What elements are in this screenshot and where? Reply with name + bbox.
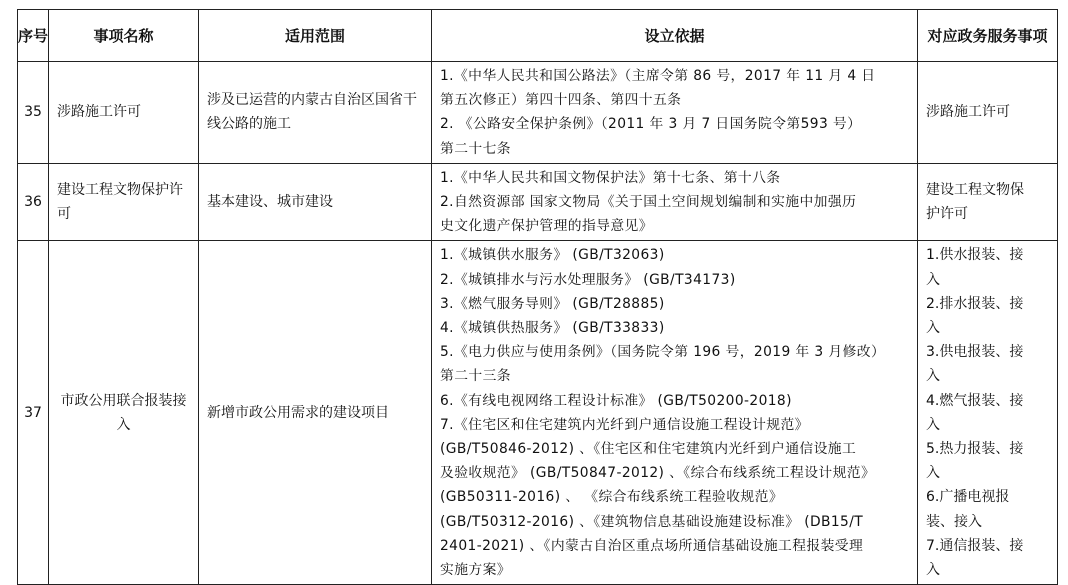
service-line: 2.排水报装、接	[926, 295, 1024, 312]
basis-line: 实施方案》	[440, 562, 511, 579]
table-row	[18, 62, 1058, 164]
row-scope: 涉及已运营的内蒙古自治区国省干线公路的施工	[199, 62, 432, 164]
basis-line: 3.《燃气服务导则》 (GB/T28885)	[440, 295, 665, 312]
row-scope: 基本建设、城市建设	[199, 163, 432, 241]
basis-line: 2.《城镇排水与污水处理服务》 (GB/T34173)	[440, 271, 736, 288]
service-line: 入	[926, 465, 940, 482]
basis-line: 6.《有线电视网络工程设计标准》 (GB/T50200-2018)	[440, 392, 792, 409]
service-line: 入	[926, 271, 940, 288]
service-line: 7.通信报装、接	[926, 537, 1024, 554]
service-line: 4.燃气报装、接	[926, 392, 1024, 409]
service-line: 装、接入	[926, 513, 982, 530]
row-name: 涉路施工许可	[49, 62, 199, 164]
document-page	[17, 9, 1058, 585]
basis-line: 4.《城镇供热服务》 (GB/T33833)	[440, 320, 665, 337]
basis-line: 及验收规范》 (GB/T50847-2012) 、《综合布线系统工程设计规范》	[440, 465, 876, 482]
header-scope: 适用范围	[199, 10, 432, 62]
basis-line: (GB/T50312-2016) 、《建筑物信息基础设施建设标准》 (DB15/T	[440, 513, 864, 530]
basis-line: 第二十三条	[440, 368, 511, 385]
basis-line: 1.《城镇供水服务》 (GB/T32063)	[440, 247, 665, 264]
table-row	[18, 241, 1058, 585]
service-line: 入	[926, 320, 940, 337]
row-basis	[432, 163, 918, 241]
table-header-row	[18, 10, 1058, 62]
service-line: 入	[926, 416, 940, 433]
row-name: 建设工程文物保护许可	[49, 163, 199, 241]
service-line: 3.供电报装、接	[926, 344, 1024, 361]
basis-line: 1.《中华人民共和国公路法》（主席令第 86 号，2017 年 11 月 4 日	[440, 68, 876, 84]
service-line: 6.广播电视报	[926, 489, 1010, 506]
row-scope: 新增市政公用需求的建设项目	[199, 241, 432, 585]
row-service	[918, 163, 1058, 241]
basis-line: 第五次修正）第四十四条、第四十五条	[440, 92, 682, 109]
header-basis: 设立依据	[432, 10, 918, 62]
basis-line: 2.自然资源部 国家文物局《关于国土空间规划编制和实施中加强历	[440, 194, 857, 211]
row-service	[918, 62, 1058, 164]
basis-line: (GB50311-2016) 、 《综合布线系统工程验收规范》	[440, 489, 784, 506]
header-service: 对应政务服务事项	[918, 10, 1058, 62]
basis-line: 1.《中华人民共和国文物保护法》第十七条、第十八条	[440, 169, 781, 186]
row-name: 市政公用联合报装接入	[49, 241, 199, 585]
header-index: 序号	[18, 10, 49, 62]
basis-line: 2. 《公路安全保护条例》（2011 年 3 月 7 日国务院令第593 号）	[440, 116, 862, 133]
row-basis	[432, 62, 918, 164]
row-basis	[432, 241, 918, 585]
permit-table	[17, 9, 1058, 585]
row-index: 35	[18, 62, 49, 164]
service-line: 入	[926, 368, 940, 385]
service-line: 涉路施工许可	[926, 104, 1010, 121]
basis-line: 5.《电力供应与使用条例》（国务院令第 196 号，2019 年 3 月修改）	[440, 344, 886, 361]
table-row	[18, 163, 1058, 241]
service-line: 入	[926, 562, 940, 579]
basis-line: (GB/T50846-2012) 、《住宅区和住宅建筑内光纤到户通信设施工	[440, 441, 857, 458]
service-line: 5.热力报装、接	[926, 441, 1024, 458]
basis-line: 史文化遗产保护管理的指导意见》	[440, 218, 653, 235]
service-line: 护许可	[926, 206, 968, 223]
basis-line: 第二十七条	[440, 140, 511, 157]
service-line: 建设工程文物保	[926, 181, 1024, 198]
basis-line: 2401-2021) 、《内蒙古自治区重点场所通信基础设施工程报装受理	[440, 537, 864, 554]
header-name: 事项名称	[49, 10, 199, 62]
row-index: 37	[18, 241, 49, 585]
basis-line: 7.《住宅区和住宅建筑内光纤到户通信设施工程设计规范》	[440, 416, 809, 433]
service-line: 1.供水报装、接	[926, 247, 1024, 264]
row-service	[918, 241, 1058, 585]
row-index: 36	[18, 163, 49, 241]
